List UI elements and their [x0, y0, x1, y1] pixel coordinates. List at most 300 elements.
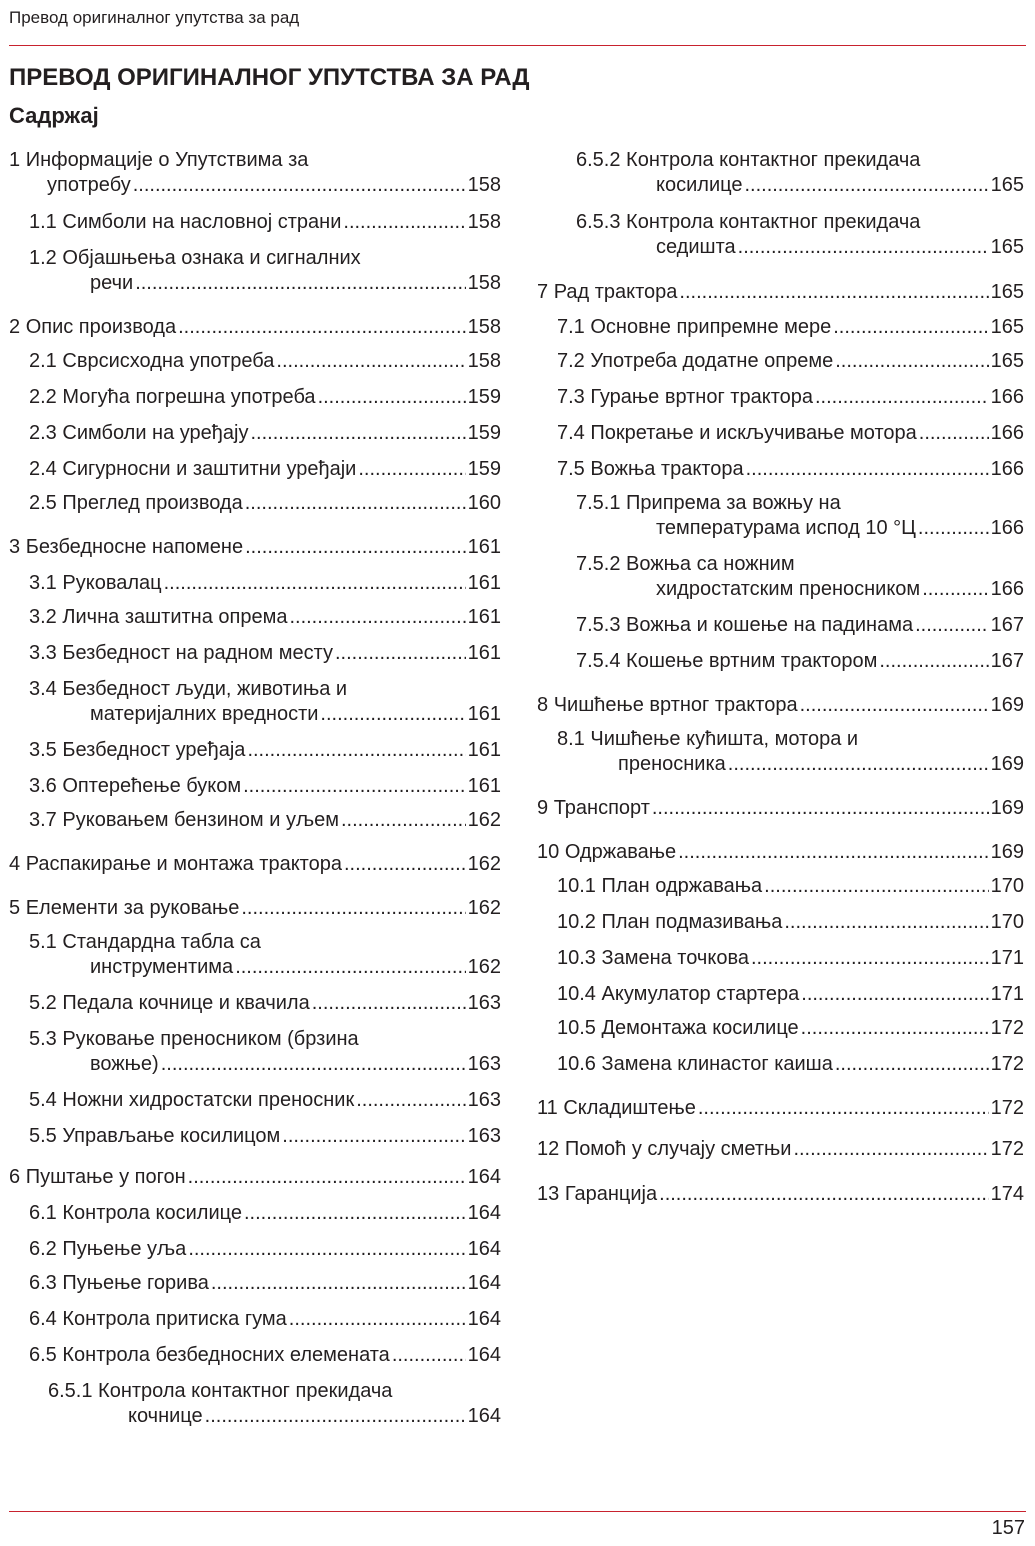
toc-entry-number: 1.2 — [29, 247, 57, 269]
toc-entry-title: Безбедносне напомене — [25, 536, 244, 558]
toc-entry[interactable] — [537, 315, 1024, 340]
toc-entry-label — [29, 641, 333, 666]
toc-entry-page: 169 — [990, 753, 1024, 775]
toc-entry-page: 158 — [467, 211, 501, 233]
toc-entry[interactable] — [9, 315, 501, 340]
toc-entry-number: 10.5 — [557, 1017, 596, 1039]
toc-entry-label — [9, 315, 176, 340]
toc-entry[interactable] — [537, 1182, 1024, 1207]
toc-leader-dots — [746, 457, 989, 482]
toc-entry-number: 5.1 — [29, 931, 57, 953]
toc-entry-number: 6.2 — [29, 1238, 57, 1260]
toc-leader-dots — [751, 946, 989, 971]
toc-entry-title: Контрола притиска гума — [62, 1308, 287, 1330]
toc-entry[interactable] — [537, 613, 1024, 638]
toc-leader-dots — [318, 385, 466, 410]
toc-entry[interactable] — [9, 246, 501, 296]
toc-entry[interactable] — [537, 874, 1024, 899]
toc-entry[interactable] — [9, 1307, 501, 1332]
toc-entry-page: 162 — [467, 956, 501, 978]
toc-entry-page: 169 — [990, 797, 1024, 819]
toc-entry-number: 6 — [9, 1166, 21, 1188]
toc-entry-page: 172 — [990, 1097, 1024, 1119]
toc-leader-dots — [915, 613, 989, 638]
toc-entry-title: Замена клинастог каиша — [601, 1053, 833, 1075]
toc-leader-dots — [679, 280, 988, 305]
toc-entry-title: Ножни хидростатски преносник — [62, 1089, 355, 1111]
toc-entry-label — [29, 991, 310, 1016]
toc-leader-dots — [135, 271, 465, 296]
toc-entry-page: 167 — [990, 650, 1024, 672]
toc-entry[interactable] — [9, 1088, 501, 1113]
toc-entry-label — [29, 1124, 280, 1149]
toc-entry-label — [557, 946, 749, 971]
toc-entry-label — [537, 693, 798, 718]
toc-leader-dots — [801, 982, 988, 1007]
toc-entry-page: 164 — [467, 1405, 501, 1427]
toc-entry[interactable] — [9, 1027, 501, 1077]
toc-entry-label — [557, 874, 762, 899]
toc-entry-title: Симболи на насловној страни — [62, 211, 342, 233]
toc-entry-number: 3.1 — [29, 572, 57, 594]
toc-entry-label — [9, 535, 243, 560]
toc-entry[interactable] — [537, 1016, 1024, 1041]
toc-entry-label — [29, 1343, 390, 1368]
toc-entry[interactable] — [537, 796, 1024, 821]
toc-entry-title: Вожња трактора — [590, 458, 744, 480]
toc-entry-label — [9, 852, 342, 877]
toc-entry-page: 166 — [990, 578, 1024, 600]
toc-leader-dots — [245, 491, 466, 516]
toc-entry[interactable] — [537, 946, 1024, 971]
toc-entry[interactable] — [9, 808, 501, 833]
toc-entry-page: 161 — [467, 536, 501, 558]
toc-entry-title: Замена точкова — [601, 947, 749, 969]
toc-entry-title: Пуњење уља — [62, 1238, 187, 1260]
toc-entry-page: 164 — [467, 1166, 501, 1188]
toc-entry-title-continued: вожње) — [90, 1053, 159, 1075]
toc-leader-dots — [392, 1343, 466, 1368]
toc-entry-label — [557, 457, 744, 482]
toc-leader-dots — [335, 641, 466, 666]
toc-entry-page: 162 — [467, 853, 501, 875]
toc-leader-dots — [133, 173, 466, 198]
toc-entry[interactable] — [9, 852, 501, 877]
toc-entry-title-continued: хидростатским преносником — [656, 578, 921, 600]
toc-entry-page: 172 — [990, 1017, 1024, 1039]
toc-leader-dots — [678, 840, 989, 865]
toc-entry[interactable] — [9, 491, 501, 516]
toc-entry-number: 10 — [537, 841, 560, 863]
toc-entry-title: Чишћење кућишта, мотора и — [590, 728, 859, 750]
toc-entry-page: 159 — [467, 422, 501, 444]
toc-entry-label — [29, 1237, 186, 1262]
toc-entry-number: 5 — [9, 897, 21, 919]
toc-entry[interactable] — [537, 982, 1024, 1007]
toc-entry-number: 10.4 — [557, 983, 596, 1005]
toc-entry-title: Контрола контактног прекидача — [626, 149, 921, 171]
toc-entry-label — [576, 649, 877, 674]
toc-entry[interactable] — [9, 349, 501, 374]
toc-entry[interactable] — [9, 738, 501, 763]
toc-leader-dots — [245, 535, 466, 560]
toc-leader-dots — [188, 1165, 466, 1190]
toc-entry[interactable] — [9, 930, 501, 980]
toc-entry-page: 174 — [990, 1183, 1024, 1205]
toc-entry-number: 5.3 — [29, 1028, 57, 1050]
toc-entry-page: 164 — [467, 1308, 501, 1330]
toc-entry-title: Руковањем бензином и уљем — [62, 809, 339, 831]
toc-entry-title-continued: материјалних вредности — [90, 703, 319, 725]
toc-entry-title: Распакирање и монтажа трактора — [25, 853, 342, 875]
toc-entry-number: 7.5.3 — [576, 614, 621, 636]
toc-entry-number: 7.5.1 — [576, 492, 621, 514]
toc-entry[interactable] — [537, 693, 1024, 718]
toc-leader-dots — [800, 693, 989, 718]
toc-entry[interactable] — [9, 535, 501, 560]
toc-leader-dots — [356, 1088, 465, 1113]
toc-leader-dots — [341, 808, 466, 833]
toc-entry[interactable] — [9, 571, 501, 596]
toc-entry-title: Помоћ у случају сметњи — [564, 1138, 792, 1160]
toc-entry-number: 10.3 — [557, 947, 596, 969]
toc-entry[interactable] — [9, 148, 501, 198]
toc-entry-title-continued: кочнице — [128, 1405, 203, 1427]
toc-entry-page: 158 — [467, 350, 501, 372]
toc-entry-page: 161 — [467, 775, 501, 797]
toc-entry-title: Рад трактора — [553, 281, 678, 303]
toc-entry-label — [557, 349, 833, 374]
toc-leader-dots — [801, 1016, 989, 1041]
toc-entry[interactable] — [537, 552, 1024, 602]
toc-entry[interactable] — [9, 774, 501, 799]
toc-entry-label — [9, 1165, 186, 1190]
toc-entry-label — [537, 1182, 657, 1207]
toc-entry-label — [29, 1271, 209, 1296]
toc-entry-page: 166 — [990, 517, 1024, 539]
toc-entry-label — [29, 1307, 287, 1332]
toc-leader-dots — [320, 702, 465, 727]
toc-entry-label — [557, 982, 799, 1007]
toc-entry-page: 171 — [990, 983, 1024, 1005]
toc-entry-number: 5.4 — [29, 1089, 57, 1111]
toc-leader-dots — [879, 649, 988, 674]
toc-entry[interactable] — [537, 349, 1024, 374]
toc-entry-number: 12 — [537, 1138, 560, 1160]
toc-heading: Садржај — [9, 103, 99, 128]
toc-entry-title: Информације о Упутствима за — [25, 149, 309, 171]
toc-entry-page: 166 — [990, 386, 1024, 408]
toc-entry-number: 11 — [537, 1097, 558, 1119]
toc-entry-title: Контрола косилице — [62, 1202, 242, 1224]
toc-entry-number: 1 — [9, 149, 21, 171]
toc-entry-number: 6.4 — [29, 1308, 57, 1330]
toc-entry-label — [29, 491, 243, 516]
toc-entry[interactable] — [9, 1379, 501, 1429]
toc-entry-label — [29, 385, 316, 410]
toc-leader-dots — [289, 605, 465, 630]
toc-entry-title: Употреба додатне опреме — [590, 350, 834, 372]
toc-entry-title: Контрола контактног прекидача — [626, 211, 921, 233]
toc-entry-number: 1.1 — [29, 211, 57, 233]
toc-entry-page: 161 — [467, 572, 501, 594]
toc-entry-title: Лична заштитна опрема — [62, 606, 288, 628]
toc-entry-number: 7.5.2 — [576, 553, 621, 575]
toc-entry-title: Симболи на уређају — [62, 422, 249, 444]
toc-leader-dots — [698, 1096, 989, 1121]
toc-entry-title: План одржавања — [601, 875, 763, 897]
toc-entry-page: 162 — [467, 809, 501, 831]
toc-leader-dots — [659, 1182, 988, 1207]
toc-leader-dots — [343, 210, 465, 235]
toc-entry-page: 165 — [990, 281, 1024, 303]
toc-entry-number: 6.1 — [29, 1202, 57, 1224]
toc-entry[interactable] — [9, 896, 501, 921]
toc-entry-label — [537, 796, 650, 821]
toc-entry-page: 169 — [990, 841, 1024, 863]
toc-entry-title-continued: инструментима — [90, 956, 234, 978]
toc-entry[interactable] — [9, 605, 501, 630]
toc-entry-label — [29, 808, 339, 833]
toc-entry-title: План подмазивања — [601, 911, 783, 933]
toc-entry-title-continued: употребу — [47, 174, 131, 196]
toc-entry[interactable] — [537, 1052, 1024, 1077]
toc-entry-label — [29, 571, 162, 596]
toc-entry-page: 161 — [467, 606, 501, 628]
toc-leader-dots — [835, 349, 988, 374]
toc-entry-page: 158 — [467, 316, 501, 338]
toc-entry-number: 7.1 — [557, 316, 585, 338]
toc-leader-dots — [178, 315, 466, 340]
toc-leader-dots — [728, 752, 989, 777]
toc-entry-page: 163 — [467, 1125, 501, 1147]
toc-entry[interactable] — [9, 421, 501, 446]
toc-entry-number: 7.5.4 — [576, 650, 621, 672]
toc-entry-page: 165 — [990, 316, 1024, 338]
toc-entry[interactable] — [9, 1271, 501, 1296]
toc-entry[interactable] — [537, 457, 1024, 482]
toc-entry-label — [29, 210, 341, 235]
toc-entry-title: Руковање преносником (брзина — [62, 1028, 359, 1050]
toc-entry-number: 10.6 — [557, 1053, 596, 1075]
toc-entry-number: 6.5.3 — [576, 211, 621, 233]
toc-entry-label — [537, 280, 677, 305]
toc-entry-title: Вожња и кошење на падинама — [626, 614, 914, 636]
toc-entry-title: Педала кочнице и квачила — [62, 992, 310, 1014]
toc-entry-page: 172 — [990, 1053, 1024, 1075]
toc-entry[interactable] — [9, 677, 501, 727]
toc-leader-dots — [312, 991, 466, 1016]
toc-entry-label — [29, 605, 287, 630]
toc-entry[interactable] — [537, 210, 1024, 260]
toc-entry[interactable] — [537, 385, 1024, 410]
toc-entry-page: 172 — [990, 1138, 1024, 1160]
toc-leader-dots — [282, 1124, 465, 1149]
toc-entry-title: Безбедност на радном месту — [62, 642, 333, 664]
toc-entry-title: Могућа погрешна употреба — [62, 386, 316, 408]
toc-leader-dots — [815, 385, 989, 410]
toc-entry-number: 7 — [537, 281, 549, 303]
toc-entry-page: 158 — [467, 174, 501, 196]
toc-entry-label — [29, 421, 249, 446]
toc-entry-label — [557, 1016, 799, 1041]
document-title: ПРЕВОД ОРИГИНАЛНОГ УПУТСТВА ЗА РАД — [9, 64, 530, 91]
toc-entry-title-continued: температурама испод 10 °Ц — [656, 517, 916, 539]
toc-entry[interactable] — [9, 1237, 501, 1262]
toc-entry[interactable] — [537, 1137, 1024, 1162]
toc-entry-number: 3 — [9, 536, 21, 558]
toc-entry-number: 3.6 — [29, 775, 57, 797]
toc-entry[interactable] — [537, 910, 1024, 935]
toc-entry-page: 167 — [990, 614, 1024, 636]
toc-leader-dots — [919, 421, 989, 446]
toc-entry[interactable] — [537, 421, 1024, 446]
toc-entry[interactable] — [9, 1165, 501, 1190]
toc-entry-number: 3.5 — [29, 739, 57, 761]
toc-entry[interactable] — [9, 1124, 501, 1149]
toc-entry-page: 160 — [467, 492, 501, 514]
toc-entry-title: Сигурносни и заштитни уређаји — [62, 458, 357, 480]
toc-leader-dots — [241, 896, 465, 921]
page-number: 157 — [991, 1517, 1025, 1539]
toc-entry-label — [557, 910, 782, 935]
toc-entry-page: 166 — [990, 422, 1024, 444]
toc-leader-dots — [764, 874, 988, 899]
toc-entry-page: 166 — [990, 458, 1024, 480]
toc-leader-dots — [738, 235, 989, 260]
toc-entry-label — [557, 1052, 833, 1077]
toc-entry-page: 171 — [990, 947, 1024, 969]
toc-entry-title: Гурање вртног трактора — [590, 386, 813, 408]
toc-entry-title: Покретање и искључивање мотора — [590, 422, 917, 444]
toc-leader-dots — [289, 1307, 466, 1332]
toc-entry-title: Складиштење — [563, 1097, 696, 1119]
toc-entry-title: Чишћење вртног трактора — [553, 694, 798, 716]
toc-entry-title: Пуштање у погон — [25, 1166, 186, 1188]
toc-leader-dots — [164, 571, 466, 596]
toc-leader-dots — [211, 1271, 466, 1296]
toc-entry[interactable] — [9, 457, 501, 482]
toc-entry[interactable] — [537, 1096, 1024, 1121]
toc-entry-page: 164 — [467, 1238, 501, 1260]
toc-entry-title: Транспорт — [553, 797, 650, 819]
toc-entry[interactable] — [537, 280, 1024, 305]
toc-entry-title: Контрола безбедносних елемената — [62, 1344, 390, 1366]
toc-leader-dots — [922, 577, 988, 602]
toc-entry-number: 3.2 — [29, 606, 57, 628]
toc-entry-title: Опис производа — [25, 316, 177, 338]
toc-entry-number: 6.3 — [29, 1272, 57, 1294]
toc-entry[interactable] — [9, 210, 501, 235]
toc-entry-label — [557, 315, 831, 340]
toc-entry-page: 164 — [467, 1272, 501, 1294]
toc-entry-title: Демонтажа косилице — [601, 1017, 799, 1039]
toc-entry-number: 2.4 — [29, 458, 57, 480]
toc-entry-number: 6.5.1 — [48, 1380, 93, 1402]
toc-entry-number: 7.4 — [557, 422, 585, 444]
toc-entry-label — [29, 349, 274, 374]
toc-entry-number: 3.4 — [29, 678, 57, 700]
toc-entry-label — [557, 385, 813, 410]
toc-entry[interactable] — [9, 1201, 501, 1226]
toc-entry[interactable] — [537, 491, 1024, 541]
toc-entry-page: 165 — [990, 236, 1024, 258]
toc-entry-number: 2.3 — [29, 422, 57, 444]
toc-entry-title: Вожња са ножним — [626, 553, 795, 575]
toc-entry-number: 9 — [537, 797, 549, 819]
toc-entry-title: Основне припремне мере — [590, 316, 832, 338]
toc-entry[interactable] — [9, 385, 501, 410]
toc-leader-dots — [247, 738, 465, 763]
toc-entry-page: 170 — [990, 875, 1024, 897]
toc-entry-title: Кошење вртним трактором — [626, 650, 878, 672]
toc-entry-number: 5.5 — [29, 1125, 57, 1147]
toc-entry[interactable] — [537, 727, 1024, 777]
toc-entry-number: 4 — [9, 853, 21, 875]
toc-leader-dots — [744, 173, 988, 198]
toc-entry-label — [29, 1201, 242, 1226]
toc-entry-page: 161 — [467, 703, 501, 725]
toc-leader-dots — [276, 349, 465, 374]
toc-entry-label — [29, 457, 356, 482]
toc-entry[interactable] — [537, 649, 1024, 674]
toc-entry-number: 2.1 — [29, 350, 57, 372]
toc-entry-title: Оптерећење буком — [62, 775, 242, 797]
toc-leader-dots — [235, 955, 465, 980]
toc-leader-dots — [918, 516, 989, 541]
toc-leader-dots — [652, 796, 989, 821]
toc-entry-page: 158 — [467, 272, 501, 294]
toc-entry-title: Припрема за вожњу на — [626, 492, 841, 514]
toc-entry-number: 3.3 — [29, 642, 57, 664]
toc-leader-dots — [244, 1201, 466, 1226]
toc-entry-number: 10.1 — [557, 875, 596, 897]
toc-entry-title: Преглед производа — [62, 492, 243, 514]
toc-leader-dots — [784, 910, 988, 935]
toc-entry-label — [537, 840, 676, 865]
toc-entry-page: 161 — [467, 642, 501, 664]
toc-entry-number: 7.5 — [557, 458, 585, 480]
toc-entry-number: 7.2 — [557, 350, 585, 372]
toc-entry-page: 159 — [467, 386, 501, 408]
toc-entry-page: 165 — [990, 350, 1024, 372]
toc-entry[interactable] — [9, 641, 501, 666]
toc-entry-number: 2.5 — [29, 492, 57, 514]
toc-leader-dots — [251, 421, 466, 446]
toc-entry[interactable] — [537, 840, 1024, 865]
toc-entry-page: 159 — [467, 458, 501, 480]
toc-entry-label — [29, 1088, 354, 1113]
toc-entry-number: 13 — [537, 1183, 560, 1205]
toc-entry-page: 161 — [467, 739, 501, 761]
toc-entry[interactable] — [9, 991, 501, 1016]
toc-entry-page: 169 — [990, 694, 1024, 716]
toc-entry-title-continued: седишта — [656, 236, 736, 258]
toc-entry-label — [29, 774, 241, 799]
toc-entry[interactable] — [9, 1343, 501, 1368]
toc-leader-dots — [835, 1052, 989, 1077]
toc-entry[interactable] — [537, 148, 1024, 198]
toc-entry-title: Контрола контактног прекидача — [98, 1380, 393, 1402]
toc-entry-number: 2 — [9, 316, 21, 338]
toc-entry-title-continued: косилице — [656, 174, 743, 196]
toc-entry-title: Безбедност људи, животиња и — [62, 678, 348, 700]
toc-entry-label — [9, 896, 239, 921]
toc-entry-page: 162 — [467, 897, 501, 919]
toc-entry-number: 10.2 — [557, 911, 596, 933]
toc-entry-title: Одржавање — [564, 841, 677, 863]
toc-entry-number: 2.2 — [29, 386, 57, 408]
